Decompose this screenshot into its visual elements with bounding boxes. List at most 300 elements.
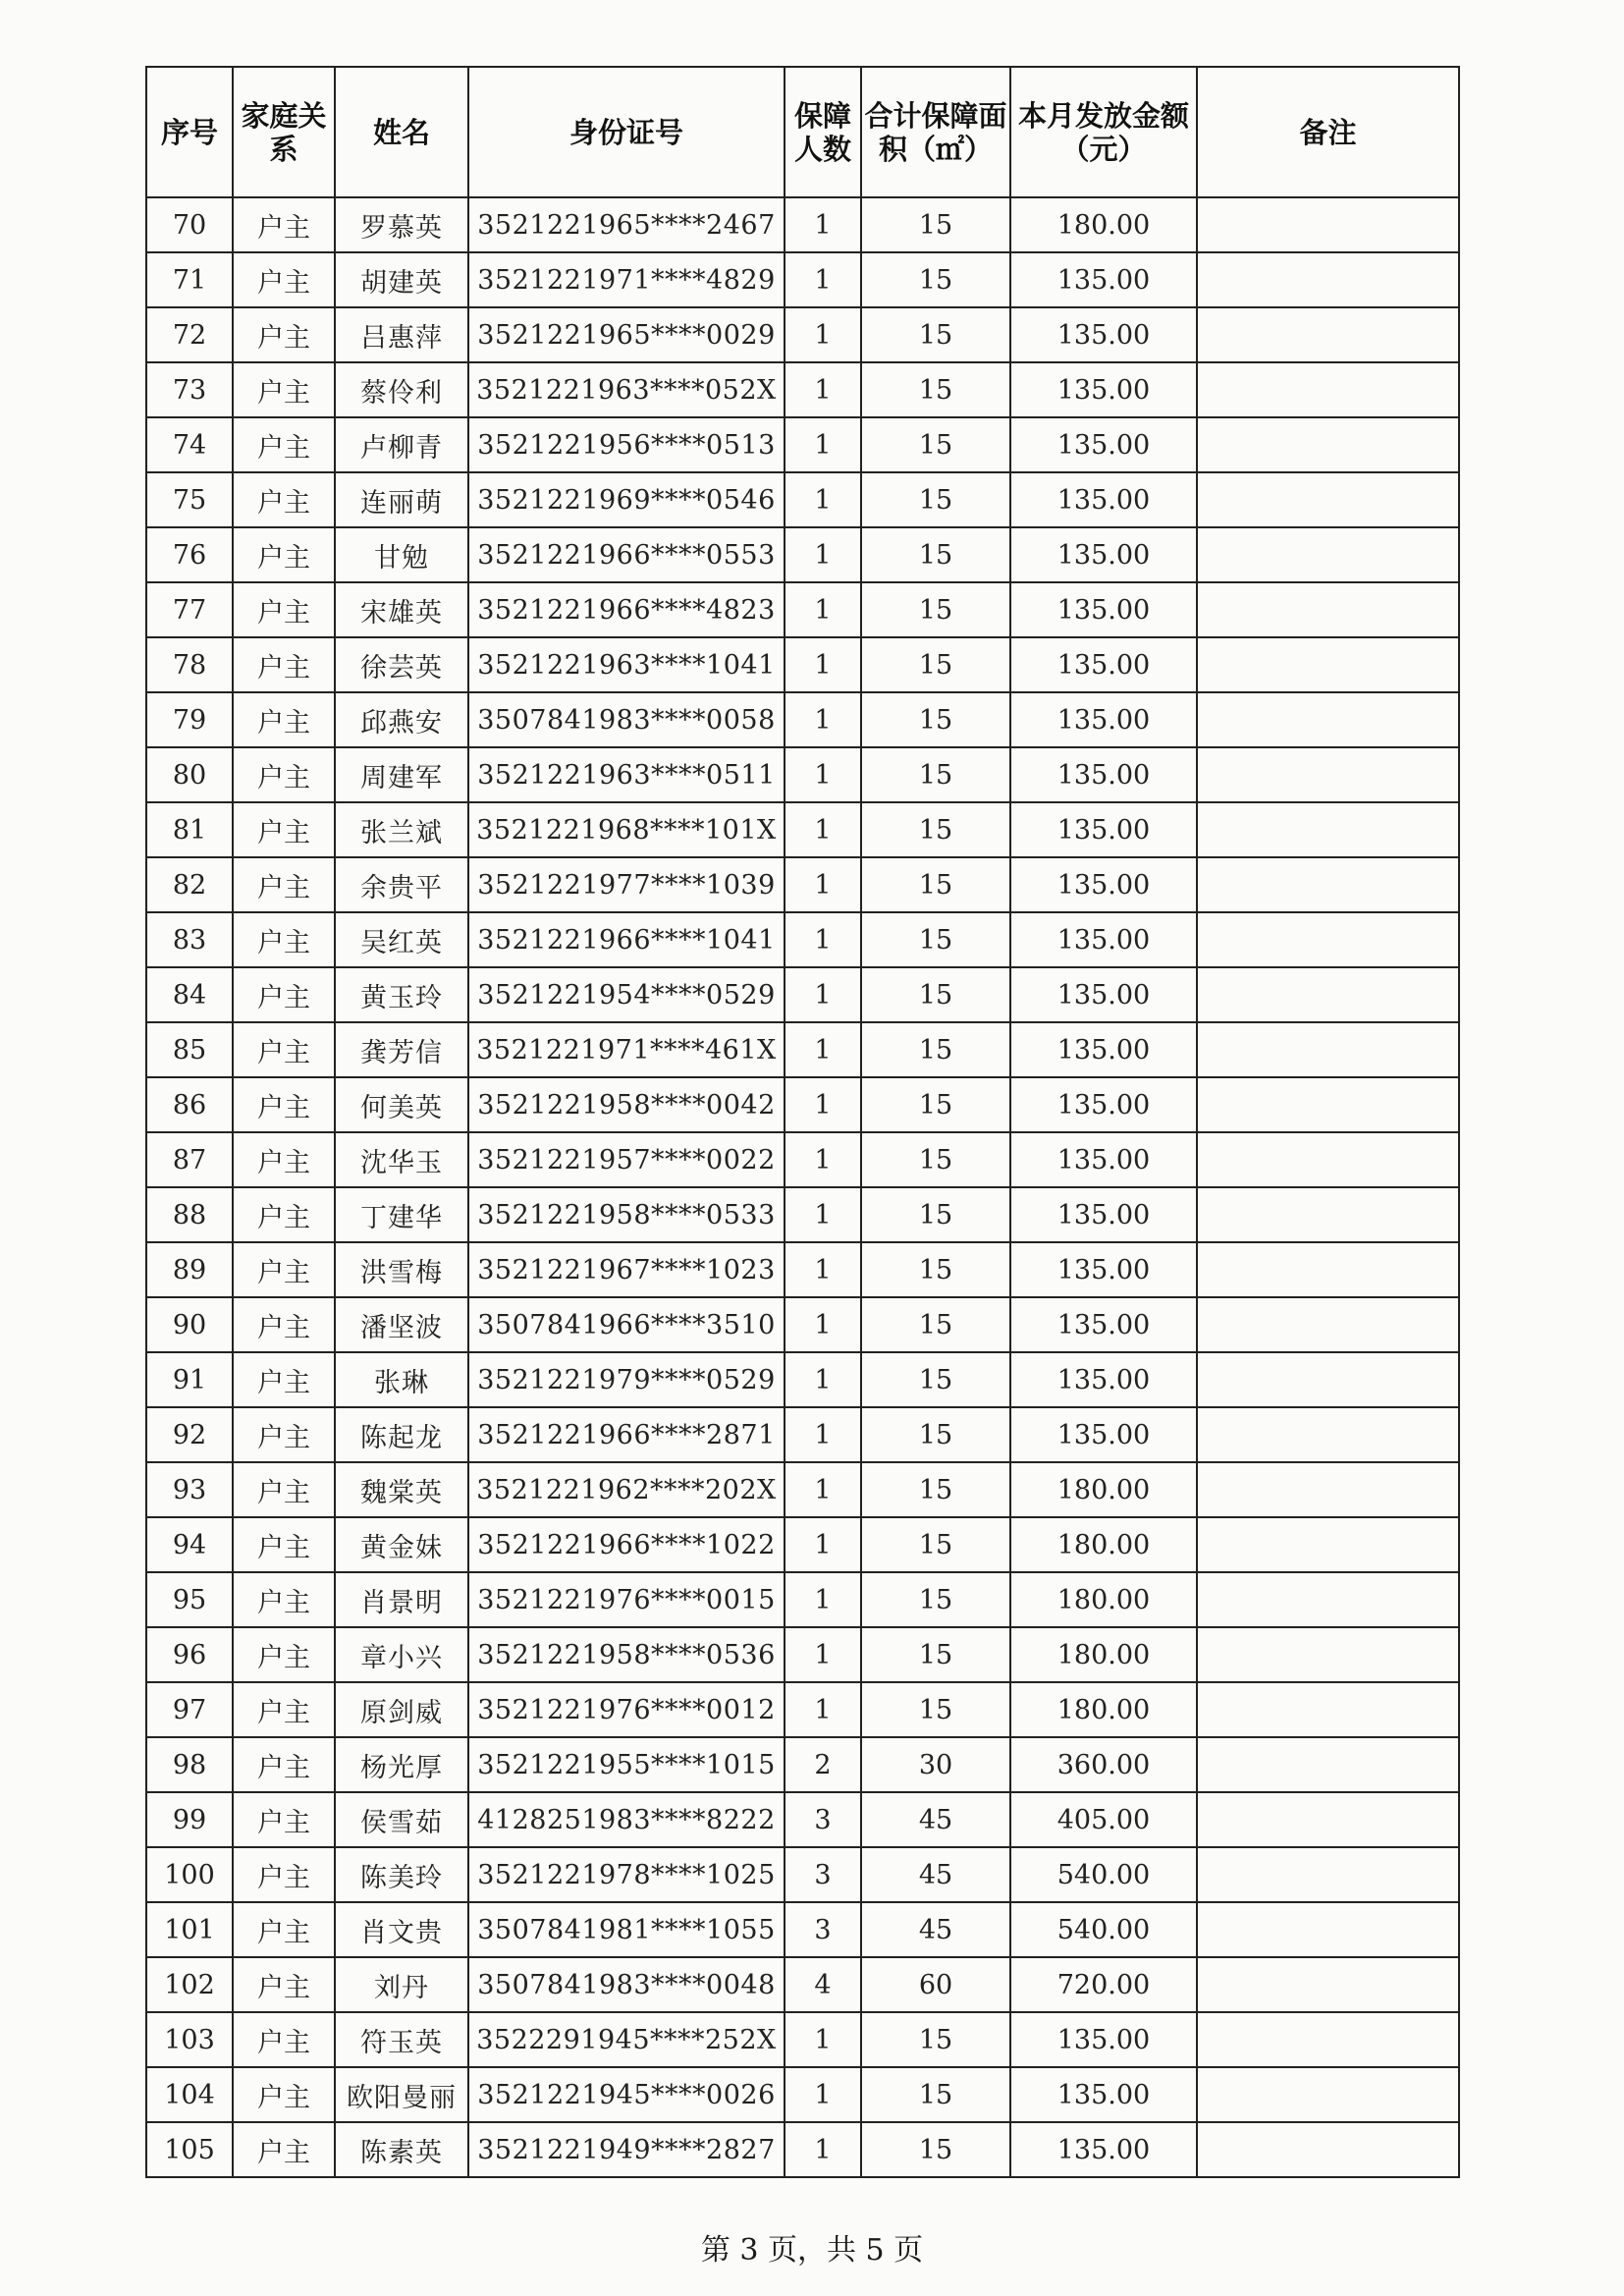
amount-cell: 180.00 — [1010, 1627, 1197, 1682]
page-footer: 第 3 页，共 5 页 — [700, 2233, 924, 2268]
name-cell: 罗慕英 — [335, 197, 468, 252]
persons-cell: 1 — [785, 1572, 861, 1627]
id-cell: 3521221949****2827 — [468, 2122, 785, 2177]
amount-cell: 135.00 — [1010, 1022, 1197, 1077]
name-cell: 卢柳青 — [335, 417, 468, 472]
remarks-cell — [1197, 1847, 1459, 1902]
persons-cell: 1 — [785, 1297, 861, 1352]
amount-cell: 135.00 — [1010, 1407, 1197, 1462]
seq-cell: 105 — [146, 2122, 233, 2177]
id-cell: 3507841966****3510 — [468, 1297, 785, 1352]
relation-cell: 户主 — [233, 582, 335, 637]
area-cell: 15 — [861, 857, 1010, 912]
name-cell: 宋雄英 — [335, 582, 468, 637]
area-cell: 15 — [861, 2122, 1010, 2177]
persons-cell: 1 — [785, 197, 861, 252]
persons-cell: 1 — [785, 362, 861, 417]
table-row — [146, 1022, 1459, 1077]
persons-cell: 1 — [785, 1462, 861, 1517]
seq-cell: 104 — [146, 2067, 233, 2122]
id-cell: 3521221954****0529 — [468, 967, 785, 1022]
relation-cell: 户主 — [233, 252, 335, 307]
relation-cell: 户主 — [233, 1352, 335, 1407]
relation-cell: 户主 — [233, 197, 335, 252]
relation-cell: 户主 — [233, 2012, 335, 2067]
name-cell: 欧阳曼丽 — [335, 2067, 468, 2122]
persons-cell: 1 — [785, 1187, 861, 1242]
persons-cell: 3 — [785, 1792, 861, 1847]
relation-cell: 户主 — [233, 637, 335, 692]
id-cell: 3521221967****1023 — [468, 1242, 785, 1297]
seq-cell: 83 — [146, 912, 233, 967]
area-cell: 15 — [861, 472, 1010, 527]
id-cell: 3507841981****1055 — [468, 1902, 785, 1957]
id-cell: 3521221965****0029 — [468, 307, 785, 362]
table-row — [146, 582, 1459, 637]
name-cell: 蔡伶利 — [335, 362, 468, 417]
table-row — [146, 197, 1459, 252]
relation-cell: 户主 — [233, 1957, 335, 2012]
relation-cell: 户主 — [233, 1297, 335, 1352]
amount-cell: 135.00 — [1010, 417, 1197, 472]
seq-cell: 77 — [146, 582, 233, 637]
seq-cell: 76 — [146, 527, 233, 582]
seq-cell: 100 — [146, 1847, 233, 1902]
area-cell: 15 — [861, 362, 1010, 417]
persons-cell: 1 — [785, 252, 861, 307]
id-cell: 3522291945****252X — [468, 2012, 785, 2067]
id-cell: 3521221966****0553 — [468, 527, 785, 582]
table-row — [146, 1682, 1459, 1737]
id-cell: 3521221956****0513 — [468, 417, 785, 472]
name-cell: 张兰斌 — [335, 802, 468, 857]
remarks-cell — [1197, 1957, 1459, 2012]
amount-cell: 135.00 — [1010, 1352, 1197, 1407]
relation-cell: 户主 — [233, 1462, 335, 1517]
amount-cell: 180.00 — [1010, 1572, 1197, 1627]
remarks-cell — [1197, 1517, 1459, 1572]
area-cell: 15 — [861, 307, 1010, 362]
name-cell: 吕惠萍 — [335, 307, 468, 362]
area-cell: 30 — [861, 1737, 1010, 1792]
relation-cell: 户主 — [233, 967, 335, 1022]
area-cell: 45 — [861, 1847, 1010, 1902]
id-cell: 3521221963****1041 — [468, 637, 785, 692]
remarks-cell — [1197, 1132, 1459, 1187]
id-cell: 3521221962****202X — [468, 1462, 785, 1517]
name-cell: 甘勉 — [335, 527, 468, 582]
id-cell: 4128251983****8222 — [468, 1792, 785, 1847]
seq-cell: 93 — [146, 1462, 233, 1517]
id-cell: 3521221968****101X — [468, 802, 785, 857]
seq-cell: 80 — [146, 747, 233, 802]
table-row — [146, 802, 1459, 857]
id-cell: 3521221965****2467 — [468, 197, 785, 252]
relation-cell: 户主 — [233, 1187, 335, 1242]
amount-cell: 135.00 — [1010, 692, 1197, 747]
persons-cell: 1 — [785, 637, 861, 692]
area-cell: 15 — [861, 1407, 1010, 1462]
header-row — [146, 67, 1459, 197]
name-cell: 肖景明 — [335, 1572, 468, 1627]
id-cell: 3521221978****1025 — [468, 1847, 785, 1902]
relation-cell: 户主 — [233, 527, 335, 582]
name-cell: 符玉英 — [335, 2012, 468, 2067]
table-row — [146, 1187, 1459, 1242]
remarks-cell — [1197, 912, 1459, 967]
area-cell: 15 — [861, 1462, 1010, 1517]
area-cell: 15 — [861, 802, 1010, 857]
area-cell: 15 — [861, 1132, 1010, 1187]
area-cell: 15 — [861, 1242, 1010, 1297]
amount-cell: 720.00 — [1010, 1957, 1197, 2012]
header-amount: 本月发放金额（元） — [1010, 67, 1197, 197]
amount-cell: 135.00 — [1010, 637, 1197, 692]
amount-cell: 135.00 — [1010, 1132, 1197, 1187]
seq-cell: 102 — [146, 1957, 233, 2012]
table-row — [146, 1462, 1459, 1517]
area-cell: 15 — [861, 1517, 1010, 1572]
seq-cell: 79 — [146, 692, 233, 747]
table-row — [146, 1792, 1459, 1847]
amount-cell: 540.00 — [1010, 1847, 1197, 1902]
area-cell: 15 — [861, 2012, 1010, 2067]
seq-cell: 82 — [146, 857, 233, 912]
persons-cell: 1 — [785, 2122, 861, 2177]
remarks-cell — [1197, 1627, 1459, 1682]
remarks-cell — [1197, 1902, 1459, 1957]
amount-cell: 135.00 — [1010, 1187, 1197, 1242]
remarks-cell — [1197, 1022, 1459, 1077]
amount-cell: 135.00 — [1010, 252, 1197, 307]
area-cell: 15 — [861, 1627, 1010, 1682]
name-cell: 龚芳信 — [335, 1022, 468, 1077]
table-row — [146, 1242, 1459, 1297]
persons-cell: 3 — [785, 1902, 861, 1957]
remarks-cell — [1197, 1462, 1459, 1517]
relation-cell: 户主 — [233, 1077, 335, 1132]
table-row — [146, 1132, 1459, 1187]
remarks-cell — [1197, 2067, 1459, 2122]
relation-cell: 户主 — [233, 747, 335, 802]
remarks-cell — [1197, 1242, 1459, 1297]
id-cell: 3521221955****1015 — [468, 1737, 785, 1792]
amount-cell: 135.00 — [1010, 2122, 1197, 2177]
table-row — [146, 2122, 1459, 2177]
relation-cell: 户主 — [233, 692, 335, 747]
table-row — [146, 307, 1459, 362]
name-cell: 陈起龙 — [335, 1407, 468, 1462]
table-row — [146, 252, 1459, 307]
relation-cell: 户主 — [233, 362, 335, 417]
seq-cell: 84 — [146, 967, 233, 1022]
seq-cell: 98 — [146, 1737, 233, 1792]
seq-cell: 70 — [146, 197, 233, 252]
amount-cell: 180.00 — [1010, 1517, 1197, 1572]
relation-cell: 户主 — [233, 802, 335, 857]
name-cell: 连丽萌 — [335, 472, 468, 527]
remarks-cell — [1197, 747, 1459, 802]
table-body — [146, 197, 1459, 2177]
table-row — [146, 912, 1459, 967]
amount-cell: 135.00 — [1010, 582, 1197, 637]
remarks-cell — [1197, 692, 1459, 747]
table-row — [146, 2012, 1459, 2067]
amount-cell: 135.00 — [1010, 857, 1197, 912]
persons-cell: 1 — [785, 1022, 861, 1077]
area-cell: 45 — [861, 1902, 1010, 1957]
relation-cell: 户主 — [233, 307, 335, 362]
persons-cell: 1 — [785, 1352, 861, 1407]
name-cell: 侯雪茹 — [335, 1792, 468, 1847]
seq-cell: 95 — [146, 1572, 233, 1627]
remarks-cell — [1197, 2122, 1459, 2177]
relation-cell: 户主 — [233, 1517, 335, 1572]
name-cell: 原剑威 — [335, 1682, 468, 1737]
name-cell: 洪雪梅 — [335, 1242, 468, 1297]
id-cell: 3521221966****2871 — [468, 1407, 785, 1462]
id-cell: 3521221979****0529 — [468, 1352, 785, 1407]
area-cell: 15 — [861, 582, 1010, 637]
persons-cell: 1 — [785, 1517, 861, 1572]
relation-cell: 户主 — [233, 857, 335, 912]
header-seq: 序号 — [146, 67, 233, 197]
table-row — [146, 692, 1459, 747]
amount-cell: 135.00 — [1010, 1077, 1197, 1132]
area-cell: 15 — [861, 912, 1010, 967]
id-cell: 3521221977****1039 — [468, 857, 785, 912]
id-cell: 3521221963****0511 — [468, 747, 785, 802]
seq-cell: 86 — [146, 1077, 233, 1132]
persons-cell: 1 — [785, 1407, 861, 1462]
table-row — [146, 1517, 1459, 1572]
persons-cell: 1 — [785, 1077, 861, 1132]
table-row — [146, 1572, 1459, 1627]
id-cell: 3521221963****052X — [468, 362, 785, 417]
persons-cell: 1 — [785, 857, 861, 912]
name-cell: 刘丹 — [335, 1957, 468, 2012]
header-name: 姓名 — [335, 67, 468, 197]
seq-cell: 101 — [146, 1902, 233, 1957]
amount-cell: 135.00 — [1010, 307, 1197, 362]
table-row — [146, 857, 1459, 912]
area-cell: 15 — [861, 197, 1010, 252]
relation-cell: 户主 — [233, 1407, 335, 1462]
relation-cell: 户主 — [233, 2122, 335, 2177]
name-cell: 何美英 — [335, 1077, 468, 1132]
seq-cell: 99 — [146, 1792, 233, 1847]
table-row — [146, 527, 1459, 582]
persons-cell: 1 — [785, 1242, 861, 1297]
name-cell: 邱燕安 — [335, 692, 468, 747]
id-cell: 3521221969****0546 — [468, 472, 785, 527]
remarks-cell — [1197, 637, 1459, 692]
area-cell: 15 — [861, 692, 1010, 747]
name-cell: 黄玉玲 — [335, 967, 468, 1022]
seq-cell: 75 — [146, 472, 233, 527]
persons-cell: 1 — [785, 472, 861, 527]
seq-cell: 103 — [146, 2012, 233, 2067]
relation-cell: 户主 — [233, 912, 335, 967]
seq-cell: 88 — [146, 1187, 233, 1242]
id-cell: 3521221976****0015 — [468, 1572, 785, 1627]
seq-cell: 81 — [146, 802, 233, 857]
table-row — [146, 1407, 1459, 1462]
persons-cell: 1 — [785, 1627, 861, 1682]
seq-cell: 89 — [146, 1242, 233, 1297]
seq-cell: 92 — [146, 1407, 233, 1462]
seq-cell: 74 — [146, 417, 233, 472]
seq-cell: 96 — [146, 1627, 233, 1682]
name-cell: 徐芸英 — [335, 637, 468, 692]
remarks-cell — [1197, 417, 1459, 472]
remarks-cell — [1197, 1682, 1459, 1737]
header-area: 合计保障面积（㎡） — [861, 67, 1010, 197]
persons-cell: 1 — [785, 747, 861, 802]
name-cell: 胡建英 — [335, 252, 468, 307]
remarks-cell — [1197, 967, 1459, 1022]
header-id-number: 身份证号 — [468, 67, 785, 197]
id-cell: 3521221976****0012 — [468, 1682, 785, 1737]
amount-cell: 135.00 — [1010, 527, 1197, 582]
table-row — [146, 1737, 1459, 1792]
housing-subsidy-table — [145, 66, 1460, 2178]
remarks-cell — [1197, 1407, 1459, 1462]
remarks-cell — [1197, 1572, 1459, 1627]
table-header — [146, 67, 1459, 197]
table-row — [146, 1847, 1459, 1902]
name-cell: 陈美玲 — [335, 1847, 468, 1902]
amount-cell: 135.00 — [1010, 2012, 1197, 2067]
name-cell: 周建军 — [335, 747, 468, 802]
relation-cell: 户主 — [233, 1792, 335, 1847]
header-remarks: 备注 — [1197, 67, 1459, 197]
remarks-cell — [1197, 1737, 1459, 1792]
relation-cell: 户主 — [233, 1627, 335, 1682]
remarks-cell — [1197, 857, 1459, 912]
persons-cell: 1 — [785, 307, 861, 362]
id-cell: 3507841983****0048 — [468, 1957, 785, 2012]
table-row — [146, 472, 1459, 527]
amount-cell: 135.00 — [1010, 472, 1197, 527]
table-row — [146, 1957, 1459, 2012]
persons-cell: 1 — [785, 2012, 861, 2067]
seq-cell: 72 — [146, 307, 233, 362]
id-cell: 3507841983****0058 — [468, 692, 785, 747]
persons-cell: 1 — [785, 802, 861, 857]
remarks-cell — [1197, 1792, 1459, 1847]
remarks-cell — [1197, 582, 1459, 637]
seq-cell: 97 — [146, 1682, 233, 1737]
seq-cell: 78 — [146, 637, 233, 692]
area-cell: 45 — [861, 1792, 1010, 1847]
header-persons: 保障人数 — [785, 67, 861, 197]
seq-cell: 91 — [146, 1352, 233, 1407]
area-cell: 15 — [861, 417, 1010, 472]
id-cell: 3521221971****461X — [468, 1022, 785, 1077]
remarks-cell — [1197, 1352, 1459, 1407]
id-cell: 3521221957****0022 — [468, 1132, 785, 1187]
area-cell: 60 — [861, 1957, 1010, 2012]
amount-cell: 135.00 — [1010, 802, 1197, 857]
table-row — [146, 2067, 1459, 2122]
amount-cell: 180.00 — [1010, 197, 1197, 252]
remarks-cell — [1197, 2012, 1459, 2067]
name-cell: 丁建华 — [335, 1187, 468, 1242]
persons-cell: 1 — [785, 417, 861, 472]
amount-cell: 135.00 — [1010, 967, 1197, 1022]
name-cell: 黄金妹 — [335, 1517, 468, 1572]
name-cell: 魏棠英 — [335, 1462, 468, 1517]
persons-cell: 1 — [785, 912, 861, 967]
area-cell: 15 — [861, 1187, 1010, 1242]
amount-cell: 180.00 — [1010, 1682, 1197, 1737]
amount-cell: 135.00 — [1010, 2067, 1197, 2122]
relation-cell: 户主 — [233, 1242, 335, 1297]
persons-cell: 3 — [785, 1847, 861, 1902]
remarks-cell — [1197, 527, 1459, 582]
table-row — [146, 1077, 1459, 1132]
remarks-cell — [1197, 197, 1459, 252]
table-row — [146, 1627, 1459, 1682]
name-cell: 余贵平 — [335, 857, 468, 912]
remarks-cell — [1197, 472, 1459, 527]
id-cell: 3521221971****4829 — [468, 252, 785, 307]
name-cell: 章小兴 — [335, 1627, 468, 1682]
id-cell: 3521221958****0533 — [468, 1187, 785, 1242]
persons-cell: 1 — [785, 582, 861, 637]
remarks-cell — [1197, 252, 1459, 307]
table-row — [146, 362, 1459, 417]
amount-cell: 405.00 — [1010, 1792, 1197, 1847]
relation-cell: 户主 — [233, 1902, 335, 1957]
id-cell: 3521221958****0042 — [468, 1077, 785, 1132]
persons-cell: 1 — [785, 1682, 861, 1737]
persons-cell: 1 — [785, 967, 861, 1022]
name-cell: 肖文贵 — [335, 1902, 468, 1957]
relation-cell: 户主 — [233, 1682, 335, 1737]
relation-cell: 户主 — [233, 472, 335, 527]
id-cell: 3521221966****1041 — [468, 912, 785, 967]
amount-cell: 135.00 — [1010, 747, 1197, 802]
remarks-cell — [1197, 362, 1459, 417]
amount-cell: 540.00 — [1010, 1902, 1197, 1957]
relation-cell: 户主 — [233, 1737, 335, 1792]
id-cell: 3521221966****4823 — [468, 582, 785, 637]
name-cell: 潘坚波 — [335, 1297, 468, 1352]
amount-cell: 360.00 — [1010, 1737, 1197, 1792]
name-cell: 张琳 — [335, 1352, 468, 1407]
seq-cell: 73 — [146, 362, 233, 417]
persons-cell: 4 — [785, 1957, 861, 2012]
table-row — [146, 637, 1459, 692]
remarks-cell — [1197, 307, 1459, 362]
table-row — [146, 417, 1459, 472]
amount-cell: 180.00 — [1010, 1462, 1197, 1517]
seq-cell: 85 — [146, 1022, 233, 1077]
id-cell: 3521221945****0026 — [468, 2067, 785, 2122]
name-cell: 陈素英 — [335, 2122, 468, 2177]
relation-cell: 户主 — [233, 1022, 335, 1077]
persons-cell: 1 — [785, 1132, 861, 1187]
area-cell: 15 — [861, 1077, 1010, 1132]
seq-cell: 87 — [146, 1132, 233, 1187]
relation-cell: 户主 — [233, 1847, 335, 1902]
table-row — [146, 967, 1459, 1022]
id-cell: 3521221958****0536 — [468, 1627, 785, 1682]
table-row — [146, 1902, 1459, 1957]
amount-cell: 135.00 — [1010, 912, 1197, 967]
